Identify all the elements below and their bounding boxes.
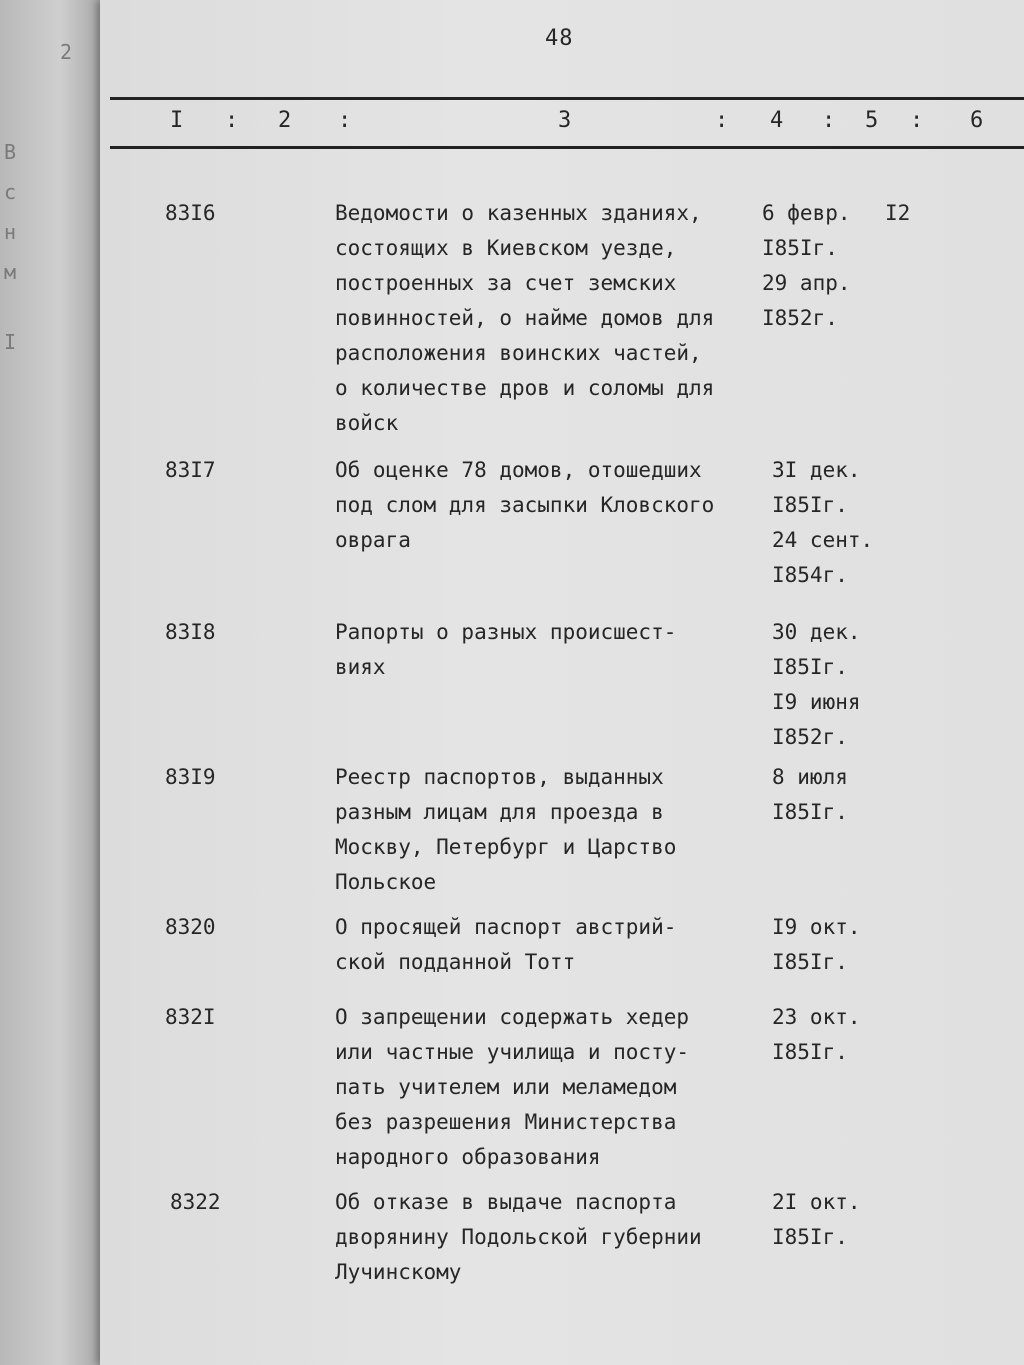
entry-date-line: I9 июня <box>772 690 861 714</box>
entry-date-line: 24 сент. <box>772 528 874 552</box>
entry-title-line: Ведомости о казенных зданиях, <box>335 201 702 225</box>
entry-sheet-count: I2 <box>885 201 911 225</box>
header-rule-bottom <box>110 146 1024 149</box>
column-separator: : <box>715 108 729 133</box>
edge-mark: c <box>4 180 17 204</box>
entry-date-line: I85Iг. <box>772 1225 848 1249</box>
entry-date-line: I85Iг. <box>772 950 848 974</box>
entry-title <box>335 1000 689 1175</box>
entry-title-line: Об оценке 78 домов, отошедших <box>335 458 702 482</box>
entry-date-line: I85Iг. <box>772 800 848 824</box>
entry-date-line: 2I окт. <box>772 1190 861 1214</box>
entry-title-line: виях <box>335 655 386 679</box>
entry-title <box>335 910 676 980</box>
entry-title <box>335 1185 702 1290</box>
entry-title-line: Об отказе в выдаче паспорта <box>335 1190 677 1214</box>
column-header-4: 4 <box>770 108 784 133</box>
edge-mark: м <box>4 260 17 284</box>
entry-title-line: народного образования <box>335 1145 601 1169</box>
entry-title-line: расположения воинских частей, <box>335 341 702 365</box>
entry-date-line: I85Iг. <box>762 236 838 260</box>
entry-number: 8320 <box>165 915 216 939</box>
entry-title-line: построенных за счет земских <box>335 271 677 295</box>
entry-title-line: Лучинскому <box>335 1260 462 1284</box>
entry-date-line: I852г. <box>772 725 848 749</box>
entry-title-line: О запрещении содержать хедер <box>335 1005 690 1029</box>
column-header-2: 2 <box>278 108 292 133</box>
entry-date-line: 3I дек. <box>772 458 861 482</box>
entry-title-line: Рапорты о разных происшест- <box>335 620 677 644</box>
column-header-1: I <box>170 108 184 133</box>
entry-title-line: состоящих в Киевском уезде, <box>335 236 677 260</box>
column-separator: : <box>822 108 836 133</box>
header-rule-top <box>110 97 1024 100</box>
edge-mark: 2 <box>60 40 73 64</box>
entry-title-line: повинностей, о найме домов для <box>335 306 715 330</box>
edge-mark: I <box>4 330 17 354</box>
entry-dates <box>772 453 873 593</box>
column-header-6: 6 <box>970 108 984 133</box>
entry-title-line: Москву, Петербург и Царство <box>335 835 677 859</box>
entry-date-line: I85Iг. <box>772 655 848 679</box>
entry-title-line: Польское <box>335 870 437 894</box>
entry-title-line: или частные училища и посту- <box>335 1040 690 1064</box>
entry-title <box>335 453 714 558</box>
entry-title-line: без разрешения Министерства <box>335 1110 677 1134</box>
edge-mark: н <box>4 220 17 244</box>
column-header-5: 5 <box>865 108 879 133</box>
entry-date-line: I854г. <box>772 563 848 587</box>
entry-title-line: ской подданной Тотт <box>335 950 576 974</box>
entry-number: 83I9 <box>165 765 216 789</box>
entry-title-line: Реестр паспортов, выданных <box>335 765 664 789</box>
entry-title-line: пать учителем или меламедом <box>335 1075 677 1099</box>
entry-dates <box>772 615 861 755</box>
entry-title-line: о количестве дров и соломы для <box>335 376 715 400</box>
entry-title-line: оврага <box>335 528 411 552</box>
entry-title-line: войск <box>335 411 399 435</box>
edge-mark: B <box>4 140 17 164</box>
document-page <box>100 0 1024 1365</box>
entry-date-line: I9 окт. <box>772 915 861 939</box>
entry-dates <box>762 196 851 336</box>
entry-date-line: I852г. <box>762 306 838 330</box>
entry-date-line: 29 апр. <box>762 271 851 295</box>
adjacent-page-edge <box>0 0 100 1365</box>
entry-date-line: 8 июля <box>772 765 848 789</box>
entry-title-line: под слом для засыпки Кловского <box>335 493 715 517</box>
column-separator: : <box>225 108 239 133</box>
entry-title-line: разным лицам для проезда в <box>335 800 664 824</box>
entry-dates <box>772 910 861 980</box>
column-separator: : <box>910 108 924 133</box>
entry-date-line: I85Iг. <box>772 1040 848 1064</box>
page-number: 48 <box>545 26 574 51</box>
entry-title <box>335 196 714 441</box>
entry-dates <box>772 1000 861 1070</box>
column-separator: : <box>338 108 352 133</box>
entry-date-line: 6 февр. <box>762 201 851 225</box>
entry-title <box>335 615 676 685</box>
entry-date-line: I85Iг. <box>772 493 848 517</box>
entry-number: 83I8 <box>165 620 216 644</box>
entry-title <box>335 760 676 900</box>
entry-title-line: дворянину Подольской губернии <box>335 1225 702 1249</box>
entry-date-line: 30 дек. <box>772 620 861 644</box>
entry-number: 832I <box>165 1005 216 1029</box>
entry-number: 8322 <box>170 1190 221 1214</box>
entry-title-line: О просящей паспорт австрий- <box>335 915 677 939</box>
column-header-3: 3 <box>558 108 572 133</box>
entry-number: 83I6 <box>165 201 216 225</box>
entry-dates <box>772 1185 861 1255</box>
entry-number: 83I7 <box>165 458 216 482</box>
entry-dates <box>772 760 848 830</box>
entry-date-line: 23 окт. <box>772 1005 861 1029</box>
